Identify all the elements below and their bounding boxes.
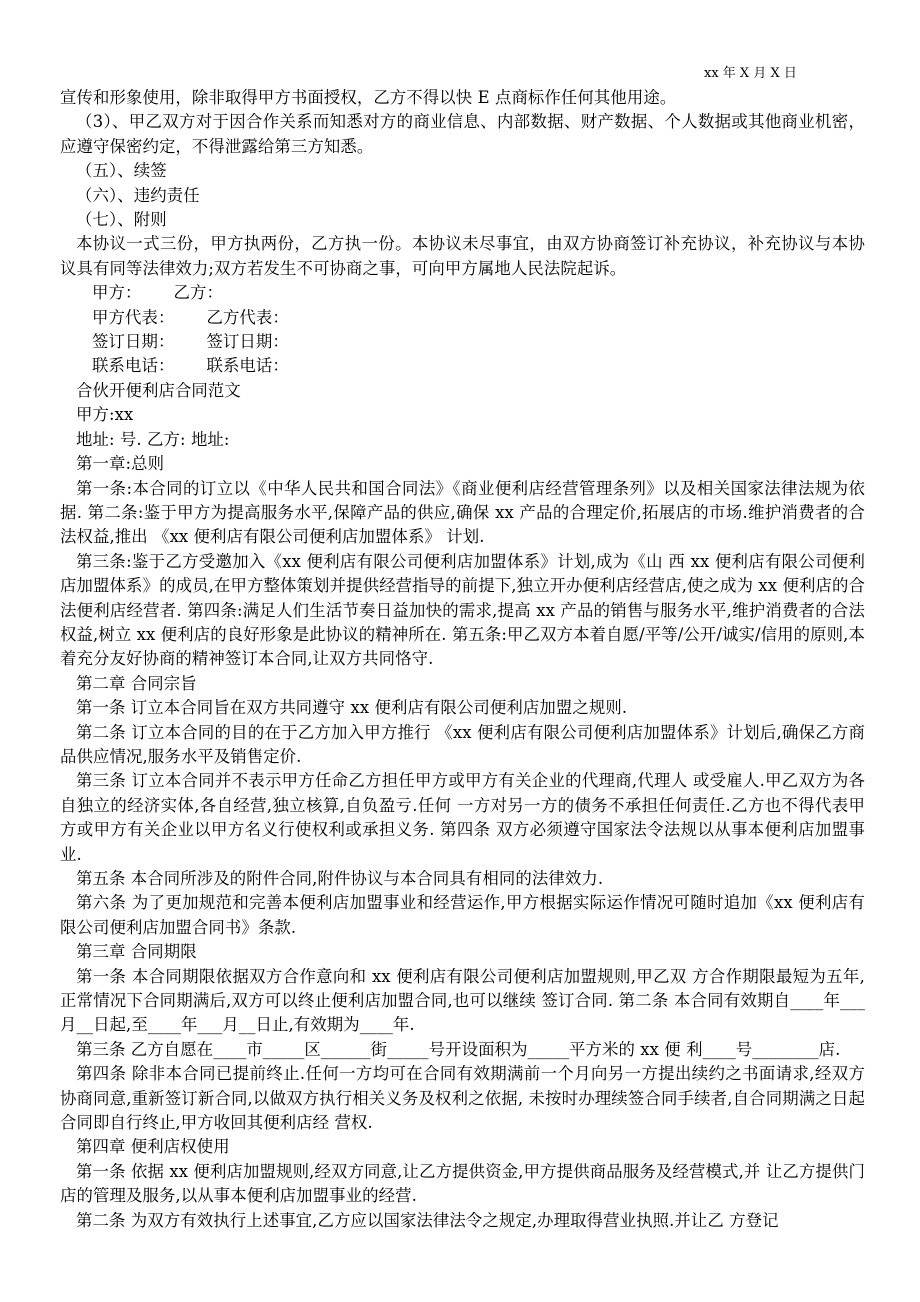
signature-left: 甲方： (92, 283, 142, 303)
signature-right: 联系电话： (206, 356, 289, 376)
signature-line-party (60, 281, 865, 305)
chapter-1-paragraph: 第一条:本合同的订立以《中华人民共和国合同法》《商业便利店经营管理条列》以及相关国家法律法规为依据. 第二条:鉴于甲方为提高服务水平,保障产品的供应,确保 xx 产品的合理定价,拓展店的市场.维护消费者的合法权益,推出 《xx 便利店有限公司便利店加盟体系》 计划. (60, 478, 865, 547)
paragraph-continuation: 宣传和形象使用，除非取得甲方书面授权，乙方不得以快 E 点商标作任何其他用途。 (60, 88, 677, 107)
signature-line-phone (60, 354, 865, 378)
paragraph-confidentiality: （3）、甲乙双方对于因合作关系而知悉对方的商业信息、内部数据、财产数据、个人数据或其他商业机密，应遵守保密约定，不得泄露给第三方知悉。 (60, 112, 865, 156)
contract-party-a: 甲方:xx (76, 405, 134, 425)
signature-left: 联系电话： (92, 356, 175, 376)
chapter-2-heading: 第二章 合同宗旨 (76, 673, 197, 693)
chapter-1-heading: 第一章:总则 (76, 454, 165, 474)
chapter-3-article: 第三条 乙方自愿在____市_____区______街_____号开设面积为_____平方米的 xx 便 利____号________店. (76, 1039, 841, 1059)
paragraph-copies: 本协议一式三份，甲方执两份，乙方执一份。本协议未尽事宜，由双方协商签订补充协议，补充协议与本协议具有同等法律效力;双方若发生不可协商之事，可向甲方属地人民法院起诉。 (60, 234, 865, 278)
section-liability: （六）、违约责任 (76, 185, 200, 205)
chapter-2-article: 第二条 订立本合同的目的在于乙方加入甲方推行 《xx 便利店有限公司便利店加盟体系》计划后,确保乙方商品供应情况,服务水平及销售定价. (60, 722, 865, 766)
signature-line-representative (60, 306, 865, 330)
chapter-4-article: 第一条 依据 xx 便利店加盟规则,经双方同意,让乙方提供资金,甲方提供商品服务及经营模式,并 让乙方提供门店的管理及服务,以从事本便利店加盟事业的经营. (60, 1161, 865, 1206)
section-appendix: （七）、附则 (76, 210, 167, 230)
chapter-2-article: 第六条 为了更加规范和完善本便利店加盟事业和经营运作,甲方根据实际运作情况可随时追加《xx 便利店有限公司便利店加盟合同书》条款. (60, 893, 865, 937)
signature-left: 甲方代表： (92, 307, 175, 327)
document-body (60, 86, 865, 1233)
chapter-2-article: 第五条 本合同所涉及的附件合同,附件协议与本合同具有相同的法律效力. (76, 869, 604, 888)
signature-line-date (60, 330, 865, 354)
chapter-3-article: 第一条 本合同期限依据双方合作意向和 xx 便利店有限公司便利店加盟规则,甲乙双 方合作期限最短为五年,正常情况下合同期满后,双方可以终止便利店加盟合同,也可以继续 签订合同. 第二条 本合同有效期自____年___月__日起,至____年___月__日止,有效期为____年. (60, 966, 865, 1035)
chapter-2-article: 第三条 订立本合同并不表示甲方任命乙方担任甲方或甲方有关企业的代理商,代理人 或受雇人.甲乙双方为各自独立的经济实体,各自经营,独立核算,自负盈亏.任何 一方对另一方的债务不承担任何责任.乙方也不得代表甲方或甲方有关企业以甲方名义行使权利或承担义务. 第四条 双方必须遵守国家法令法规以从事本便利店加盟事业. (60, 771, 865, 864)
chapter-3-article: 第四条 除非本合同已提前终止.任何一方均可在合同有效期满前一个月向另一方提出续约之书面请求,经双方协商同意,重新签订新合同,以做双方执行相关义务及权利之依据, 未按时办理续签合同手续者,自合同期满之日起合同即自行终止,甲方收回其便利店经 营权. (60, 1064, 865, 1133)
chapter-4-heading: 第四章 便利店权使用 (76, 1137, 230, 1157)
signature-right: 乙方： (173, 283, 223, 303)
chapter-3-heading: 第三章 合同期限 (76, 942, 197, 962)
signature-right: 签订日期： (206, 332, 289, 352)
chapter-1-paragraph: 第三条:鉴于乙方受邀加入《xx 便利店有限公司便利店加盟体系》计划,成为《山 西 xx 便利店有限公司便利店加盟体系》的成员,在甲方整体策划并提供经营指导的前提下,独立开办便利店经营店,使之成为 xx 便利店的合法便利店经营者. 第四条:满足人们生活节奏日益加快的需求,提高 xx 产品的销售与服务水平,维护消费者的合法权益,树立 xx 便利店的良好形象是此协议的精神所在. 第五条:甲乙双方本着自愿/平等/公开/诚实/信用的原则,本着充分友好协商的精神签订本合同,让双方共同恪守. (60, 551, 865, 669)
chapter-2-article: 第一条 订立本合同旨在双方共同遵守 xx 便利店有限公司便利店加盟之规则. (76, 698, 628, 718)
signature-right: 乙方代表： (206, 307, 289, 327)
section-renewal: （五）、续签 (76, 161, 167, 181)
contract-title: 合伙开便利店合同范文 (76, 380, 241, 400)
header-date: xx 年 X 月 X 日 (704, 66, 797, 81)
chapter-4-article: 第二条 为双方有效执行上述事宜,乙方应以国家法律法令之规定,办理取得营业执照.并让乙 方登记 (76, 1210, 779, 1230)
contract-address-line: 地址: 号. 乙方: 地址: (76, 429, 230, 449)
signature-left: 签订日期： (92, 332, 175, 352)
